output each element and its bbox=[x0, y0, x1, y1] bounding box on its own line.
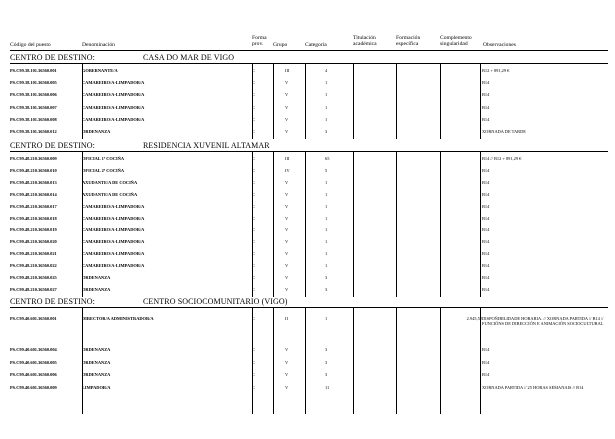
position-name: CAMAREIRO/A-LIMPADOR/A bbox=[82, 251, 145, 257]
position-name: CAMAREIRO/A-LIMPADOR/A bbox=[82, 227, 145, 233]
position-name: CAMAREIRO/A-LIMPADOR/A bbox=[82, 203, 145, 209]
categoria: 1 bbox=[325, 80, 328, 86]
position-name: ORDENANZA bbox=[82, 347, 111, 353]
forma-prov: C bbox=[252, 239, 255, 245]
table-row bbox=[10, 385, 608, 393]
categoria: 3 bbox=[325, 129, 328, 134]
table-row bbox=[10, 156, 608, 164]
column-divider bbox=[305, 307, 306, 414]
grupo: V bbox=[285, 116, 289, 122]
position-name: CAMAREIRO/A-LIMPADOR/A bbox=[82, 239, 145, 245]
header-titulacion: Titulación académica bbox=[353, 35, 377, 48]
forma-prov: C bbox=[252, 359, 255, 365]
categoria: 3 bbox=[325, 347, 328, 353]
grupo: V bbox=[285, 129, 289, 134]
position-name: OFICIAL 1ª COCIÑA bbox=[82, 156, 125, 161]
table-row bbox=[10, 117, 608, 125]
observaciones: B14 bbox=[482, 239, 490, 245]
grupo: III bbox=[285, 156, 290, 161]
forma-prov: C bbox=[252, 92, 255, 98]
position-name: AXUDANTE/A DE COCIÑA bbox=[82, 191, 138, 197]
position-name: ORDENANZA bbox=[82, 372, 111, 378]
table-row bbox=[10, 316, 608, 324]
forma-prov: C bbox=[252, 227, 255, 233]
section-rule bbox=[10, 63, 608, 64]
position-code: PS.C99.40.601.36560.004 bbox=[10, 347, 57, 353]
table-row bbox=[10, 92, 608, 100]
forma-prov: C bbox=[252, 286, 255, 292]
position-code: PS.C99.48.210.36560.009 bbox=[10, 156, 57, 161]
observaciones: B14 bbox=[482, 80, 490, 86]
header-grupo: Grupo bbox=[273, 42, 288, 48]
grupo: V bbox=[285, 251, 289, 257]
column-divider bbox=[305, 63, 306, 139]
table-row bbox=[10, 180, 608, 188]
position-code: PS.C99.40.601.36560.009 bbox=[10, 384, 57, 390]
header-formacion: Formación específica bbox=[396, 35, 421, 48]
column-divider bbox=[440, 307, 441, 414]
position-name: GOBERNANTE/A bbox=[82, 68, 118, 73]
header-forma: Forma prov. bbox=[252, 35, 267, 48]
section-label: CENTRO DE DESTINO: bbox=[10, 141, 95, 150]
grupo: IV bbox=[285, 167, 290, 173]
categoria: 1 bbox=[325, 215, 328, 221]
observaciones: DISPOÑIBILIDADE HORARIA. // XORNADA PARTIDA // B14 // FUNCIÓNS DE DIRECCIÓN E ANIMACIÓN SOCIOCULTURAL bbox=[482, 316, 604, 326]
column-divider bbox=[396, 63, 397, 139]
forma-prov: C bbox=[252, 215, 255, 221]
grupo: V bbox=[285, 227, 289, 233]
section-header bbox=[10, 297, 288, 306]
header-codigo: Código del puesto bbox=[10, 42, 51, 48]
table-row bbox=[10, 287, 608, 295]
column-divider bbox=[273, 307, 274, 414]
observaciones: B14 bbox=[482, 251, 490, 257]
section-name: CASA DO MAR DE VIGO bbox=[143, 53, 235, 62]
categoria: 1 bbox=[325, 179, 328, 185]
column-divider bbox=[252, 63, 253, 139]
forma-prov: C bbox=[252, 347, 255, 353]
position-name: ORDENANZA bbox=[82, 275, 111, 280]
forma-prov: C bbox=[252, 275, 255, 280]
column-divider bbox=[353, 63, 354, 139]
grupo: V bbox=[285, 239, 289, 245]
position-code: PS.C99.40.601.36560.006 bbox=[10, 372, 57, 378]
categoria: 1 bbox=[325, 191, 328, 197]
categoria: 1 bbox=[325, 251, 328, 257]
table-row bbox=[10, 372, 608, 380]
column-divider bbox=[480, 151, 481, 297]
grupo: V bbox=[285, 275, 289, 280]
position-name: ORDENANZA bbox=[82, 129, 111, 134]
categoria: 65 bbox=[325, 156, 330, 161]
categoria: 11 bbox=[325, 384, 330, 390]
observaciones: B12 + 891,29 € bbox=[482, 68, 510, 73]
observaciones: XORNADA DE TARDE bbox=[482, 129, 526, 134]
table-row bbox=[10, 129, 608, 137]
observaciones: XORNADA PARTIDA // 25 HORAS SEMANAIS // B14 bbox=[482, 384, 584, 390]
forma-prov: C bbox=[252, 156, 255, 161]
grupo: V bbox=[285, 372, 289, 378]
position-code: PS.C99.48.210.36560.027 bbox=[10, 286, 57, 292]
column-divider bbox=[440, 151, 441, 297]
table-row bbox=[10, 347, 608, 355]
observaciones: B14 bbox=[482, 347, 490, 353]
grupo: V bbox=[285, 92, 289, 98]
observaciones: B14 bbox=[482, 286, 490, 292]
categoria: 1 bbox=[325, 116, 328, 122]
table-row bbox=[10, 80, 608, 88]
forma-prov: C bbox=[252, 129, 255, 134]
column-divider bbox=[252, 151, 253, 297]
forma-prov: C bbox=[252, 203, 255, 209]
column-divider bbox=[480, 307, 481, 414]
position-code: PS.C99.48.210.36560.019 bbox=[10, 227, 57, 233]
grupo: V bbox=[285, 359, 289, 365]
categoria: 3 bbox=[325, 286, 328, 292]
position-name: AXUDANTE/A DE COCIÑA bbox=[82, 179, 138, 185]
position-code: PS.C99.48.210.36560.017 bbox=[10, 203, 57, 209]
forma-prov: C bbox=[252, 251, 255, 257]
grupo: V bbox=[285, 286, 289, 292]
table-row bbox=[10, 360, 608, 368]
header-rule bbox=[10, 50, 608, 51]
column-divider bbox=[396, 151, 397, 297]
observaciones: B14 bbox=[482, 275, 490, 280]
categoria: 1 bbox=[325, 316, 328, 321]
position-code: PS.C99.38.101.36560.012 bbox=[10, 129, 57, 134]
position-name: CAMAREIRO/A-LIMPADOR/A bbox=[82, 92, 145, 98]
position-code: PS.C99.48.210.36560.025 bbox=[10, 275, 57, 280]
categoria: 1 bbox=[325, 239, 328, 245]
position-name: ORDENANZA bbox=[82, 286, 111, 292]
position-name: LIMPADOR/A bbox=[82, 384, 111, 390]
grupo: II bbox=[285, 316, 288, 321]
column-divider bbox=[82, 151, 83, 297]
position-name: CAMAREIRO/A-LIMPADOR/A bbox=[82, 215, 145, 221]
table-row bbox=[10, 263, 608, 271]
grupo: V bbox=[285, 191, 289, 197]
categoria: 1 bbox=[325, 227, 328, 233]
forma-prov: C bbox=[252, 104, 255, 110]
forma-prov: C bbox=[252, 372, 255, 378]
position-code: PS.C99.40.601.36560.001 bbox=[10, 316, 57, 321]
position-code: PS.C99.38.101.36560.007 bbox=[10, 104, 57, 110]
position-code: PS.C99.48.210.36560.010 bbox=[10, 167, 57, 173]
header-denominacion: Denominación bbox=[82, 42, 115, 48]
observaciones: B14 bbox=[482, 116, 490, 122]
column-divider bbox=[82, 307, 83, 414]
table-row bbox=[10, 275, 608, 283]
categoria: 3 bbox=[325, 359, 328, 365]
section-label: CENTRO DE DESTINO: bbox=[10, 53, 95, 62]
grupo: V bbox=[285, 80, 289, 86]
column-divider bbox=[353, 307, 354, 414]
position-code: PS.C99.48.210.36560.021 bbox=[10, 251, 57, 257]
forma-prov: C bbox=[252, 80, 255, 86]
table-row bbox=[10, 192, 608, 200]
column-divider bbox=[273, 63, 274, 139]
observaciones: B14 bbox=[482, 227, 490, 233]
categoria: 1 bbox=[325, 203, 328, 209]
grupo: V bbox=[285, 104, 289, 110]
column-divider bbox=[480, 63, 481, 139]
header-observaciones: Observaciones bbox=[483, 42, 516, 48]
forma-prov: C bbox=[252, 316, 255, 321]
forma-prov: C bbox=[252, 116, 255, 122]
observaciones: B14 bbox=[482, 215, 490, 221]
forma-prov: C bbox=[252, 179, 255, 185]
position-name: OFICIAL 2ª COCIÑA bbox=[82, 167, 125, 173]
table-row bbox=[10, 216, 608, 224]
observaciones: B14 // B12 + 891,29 € bbox=[482, 156, 522, 161]
observaciones: B14 bbox=[482, 92, 490, 98]
categoria: 3 bbox=[325, 372, 328, 378]
position-code: PS.C99.38.101.36560.008 bbox=[10, 116, 57, 122]
section-header bbox=[10, 141, 270, 150]
complemento: 2.945,52 bbox=[466, 316, 482, 321]
observaciones: B14 bbox=[482, 191, 490, 197]
observaciones: B14 bbox=[482, 167, 490, 173]
categoria: 5 bbox=[325, 167, 328, 173]
forma-prov: C bbox=[252, 167, 255, 173]
grupo: V bbox=[285, 384, 289, 390]
position-code: PS.C99.48.210.36560.018 bbox=[10, 215, 57, 221]
column-divider bbox=[273, 151, 274, 297]
position-code: PS.C99.38.101.36560.005 bbox=[10, 80, 57, 86]
forma-prov: C bbox=[252, 263, 255, 269]
header-complemento: Complemento singularidad bbox=[440, 35, 472, 48]
observaciones: B14 bbox=[482, 263, 490, 269]
position-name: CAMAREIRO/A-LIMPADOR/A bbox=[82, 263, 145, 269]
position-name: ORDENANZA bbox=[82, 359, 111, 365]
column-divider bbox=[82, 63, 83, 139]
categoria: 1 bbox=[325, 263, 328, 269]
position-code: PS.C99.48.210.36560.013 bbox=[10, 179, 57, 185]
section-rule bbox=[10, 151, 608, 152]
table-row bbox=[10, 168, 608, 176]
categoria: 1 bbox=[325, 104, 328, 110]
forma-prov: C bbox=[252, 384, 255, 390]
section-name: RESIDENCIA XUVENIL ALTAMAR bbox=[143, 141, 270, 150]
position-code: PS.C99.48.210.36560.014 bbox=[10, 191, 57, 197]
grupo: V bbox=[285, 179, 289, 185]
position-code: PS.C99.48.210.36560.020 bbox=[10, 239, 57, 245]
position-code: PS.C99.40.601.36560.005 bbox=[10, 359, 57, 365]
column-divider bbox=[353, 151, 354, 297]
section-name: CENTRO SOCIOCOMUNITARIO (VIGO) bbox=[143, 297, 288, 306]
table-row bbox=[10, 68, 608, 76]
column-divider bbox=[305, 151, 306, 297]
header-categoria: Categoría bbox=[305, 42, 327, 48]
forma-prov: C bbox=[252, 191, 255, 197]
section-label: CENTRO DE DESTINO: bbox=[10, 297, 95, 306]
grupo: V bbox=[285, 215, 289, 221]
section-rule bbox=[10, 307, 608, 308]
observaciones: B14 bbox=[482, 203, 490, 209]
categoria: 3 bbox=[325, 275, 328, 280]
observaciones: B14 bbox=[482, 179, 490, 185]
position-name: CAMAREIRO/A-LIMPADOR/A bbox=[82, 116, 145, 122]
observaciones: B14 bbox=[482, 372, 490, 378]
grupo: V bbox=[285, 263, 289, 269]
position-name: DIRECTOR/A ADMINISTRADOR/A bbox=[82, 316, 154, 321]
position-code: PS.C99.38.101.36560.001 bbox=[10, 68, 57, 73]
grupo: V bbox=[285, 347, 289, 353]
grupo: III bbox=[285, 68, 290, 73]
table-row bbox=[10, 239, 608, 247]
categoria: 4 bbox=[325, 68, 328, 73]
section-header bbox=[10, 53, 234, 62]
table-row bbox=[10, 204, 608, 212]
observaciones: B14 bbox=[482, 359, 490, 365]
column-divider bbox=[440, 63, 441, 139]
observaciones: B14 bbox=[482, 104, 490, 110]
column-divider bbox=[396, 307, 397, 414]
position-code: PS.C99.38.101.36560.006 bbox=[10, 92, 57, 98]
position-name: CAMAREIRO/A-LIMPADOR/A bbox=[82, 104, 145, 110]
table-row bbox=[10, 251, 608, 259]
position-code: PS.C99.48.210.36560.022 bbox=[10, 263, 57, 269]
forma-prov: C bbox=[252, 68, 255, 73]
table-row bbox=[10, 105, 608, 113]
grupo: V bbox=[285, 203, 289, 209]
position-name: CAMAREIRO/A-LIMPADOR/A bbox=[82, 80, 145, 86]
table-row bbox=[10, 227, 608, 235]
column-divider bbox=[252, 307, 253, 414]
categoria: 1 bbox=[325, 92, 328, 98]
